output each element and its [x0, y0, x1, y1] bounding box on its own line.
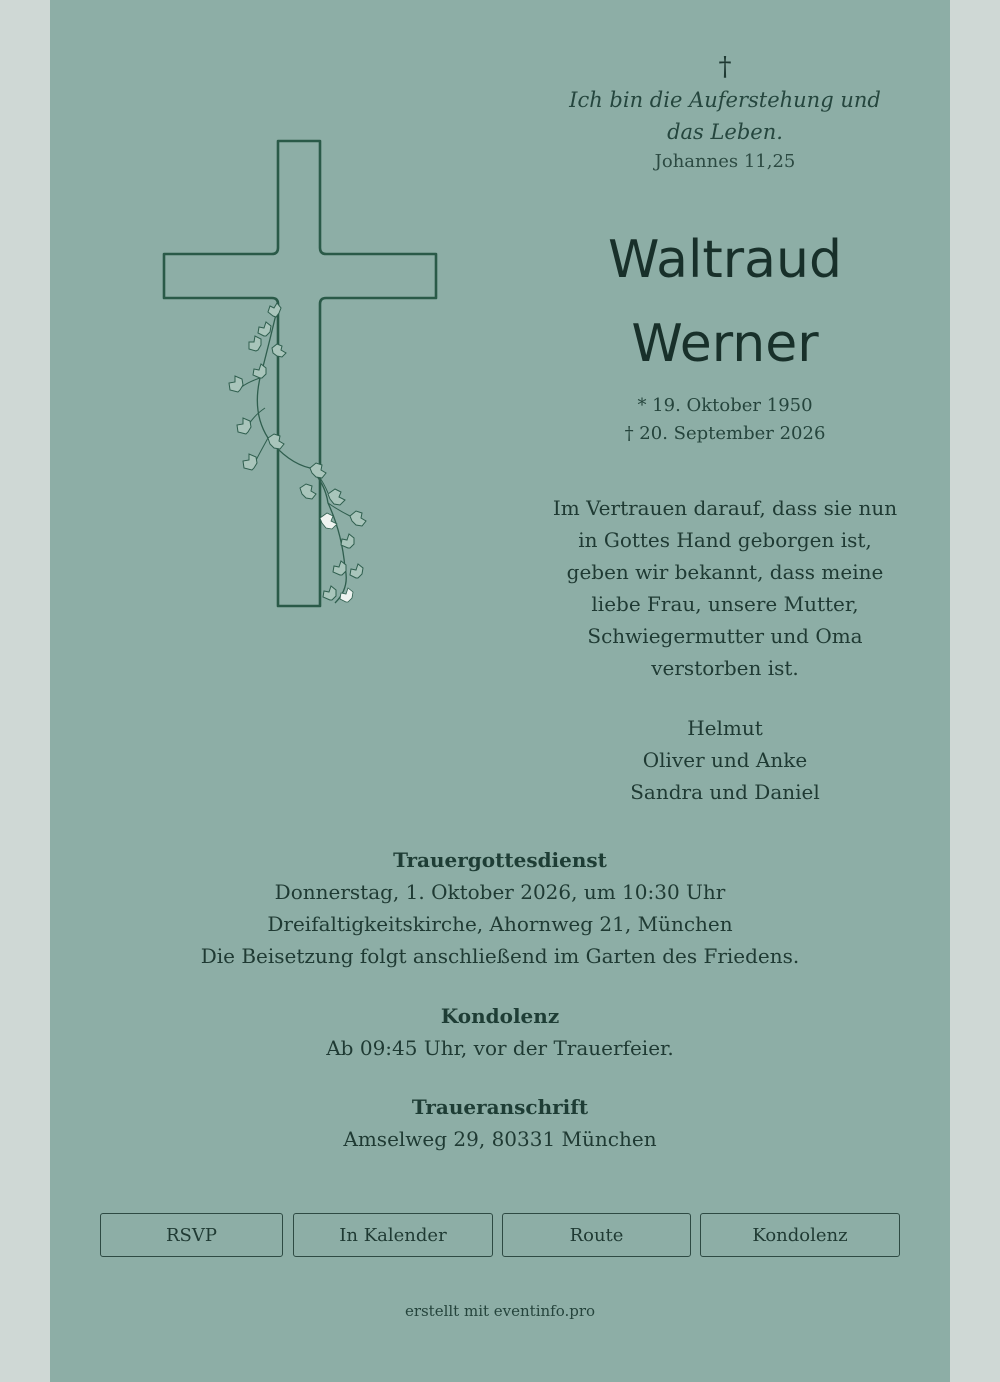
service-line: Donnerstag, 1. Oktober 2026, um 10:30 Uhr	[274, 880, 726, 904]
cross-with-ivy-icon	[160, 138, 440, 610]
last-name: Werner	[631, 314, 819, 374]
condolence-line: Ab 09:45 Uhr, vor der Trauerfeier.	[326, 1036, 674, 1060]
footer-credit[interactable]: erstellt mit eventinfo.pro	[404, 1302, 596, 1320]
message-line: liebe Frau, unsere Mutter,	[591, 592, 859, 616]
dagger-symbol: †	[718, 52, 732, 82]
first-name: Waltraud	[608, 230, 842, 290]
address-heading: Traueranschrift	[411, 1095, 589, 1119]
route-button[interactable]: Route	[502, 1213, 691, 1257]
condolence-button[interactable]: Kondolenz	[700, 1213, 900, 1257]
bible-verse: Ich bin die Auferstehung und das Leben.	[569, 88, 881, 144]
address-line: Amselweg 29, 80331 München	[343, 1127, 657, 1151]
service-line: Die Beisetzung folgt anschließend im Garten des Friedens.	[200, 944, 800, 968]
memorial-card	[50, 0, 950, 1382]
service-section	[50, 844, 950, 972]
announcement-column	[550, 52, 900, 808]
deceased-name	[550, 218, 900, 386]
rsvp-button[interactable]: RSVP	[100, 1213, 283, 1257]
message-line: Im Vertrauen darauf, dass sie nun	[552, 496, 898, 520]
family-list	[550, 712, 900, 808]
verse-reference: Johannes 11,25	[654, 151, 796, 172]
announcement-text	[550, 492, 900, 684]
death-date: † 20. September 2026	[624, 423, 826, 444]
birth-date: * 19. Oktober 1950	[637, 395, 813, 416]
message-line: Schwiegermutter und Oma	[587, 624, 863, 648]
family-member: Sandra und Daniel	[630, 780, 820, 804]
family-member: Helmut	[687, 716, 763, 740]
message-line: geben wir bekannt, dass meine	[566, 560, 884, 584]
life-dates	[550, 392, 900, 448]
message-line: verstorben ist.	[651, 656, 799, 680]
add-to-calendar-button[interactable]: In Kalender	[293, 1213, 493, 1257]
service-line: Dreifaltigkeitskirche, Ahornweg 21, München	[267, 912, 733, 936]
message-line: in Gottes Hand geborgen ist,	[578, 528, 872, 552]
service-heading: Trauergottesdienst	[393, 848, 607, 872]
condolence-section	[50, 1000, 950, 1064]
address-section	[50, 1091, 950, 1155]
family-member: Oliver und Anke	[642, 748, 808, 772]
condolence-heading: Kondolenz	[440, 1004, 560, 1028]
